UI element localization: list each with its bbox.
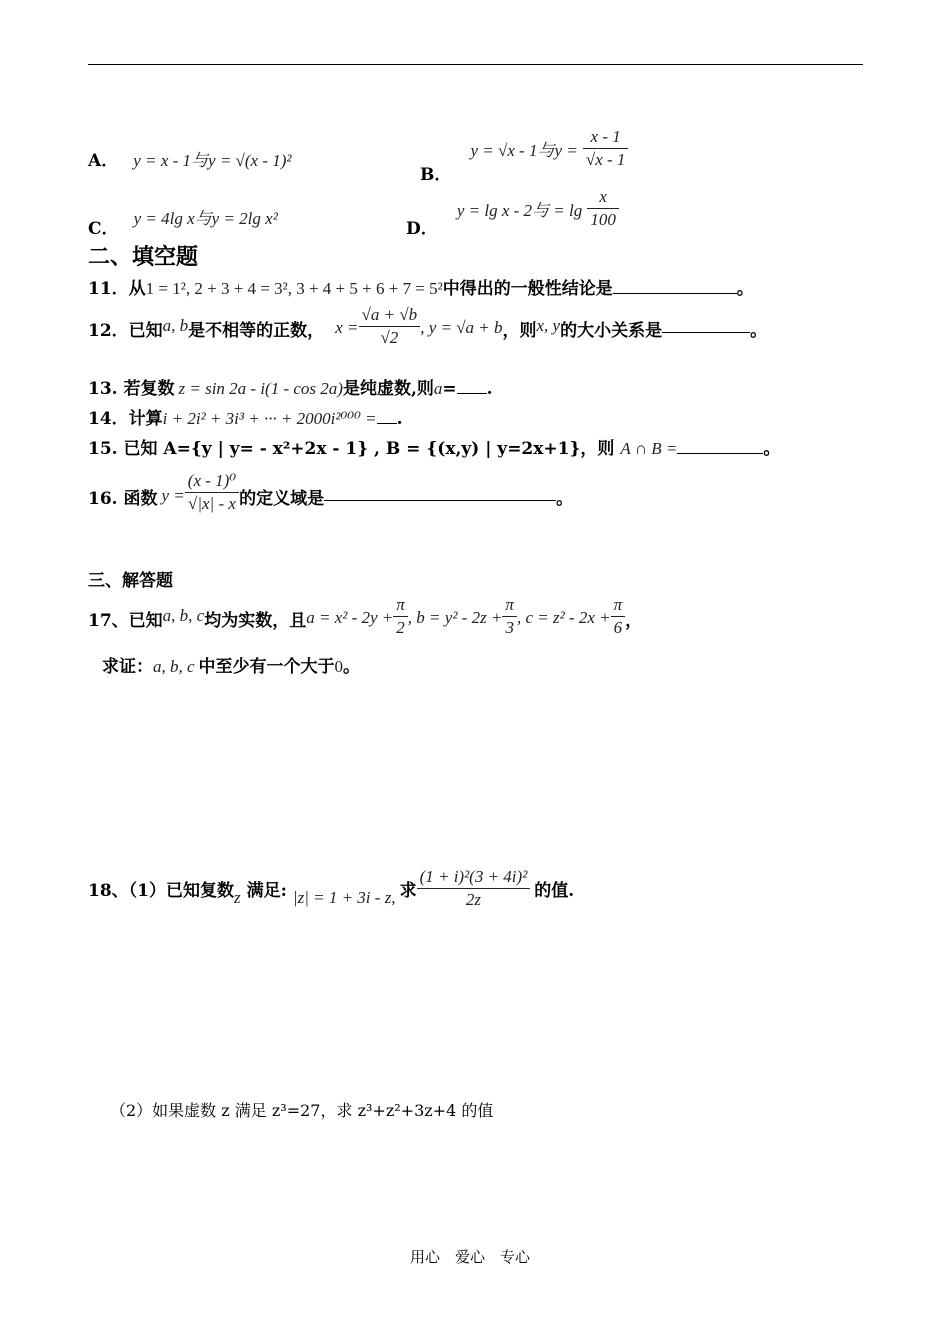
q12-end: 。 xyxy=(750,321,768,341)
q17-prefix: 17、已知 xyxy=(88,611,163,631)
q13-end: . xyxy=(486,379,493,399)
q18-fraction xyxy=(417,866,531,911)
q17-frac-pi-2 xyxy=(393,594,408,639)
q12-answer-blank[interactable] xyxy=(662,318,750,333)
option-d-denominator: 100 xyxy=(590,210,616,229)
q16-numerator: (x - 1)⁰ xyxy=(185,470,239,493)
q12-denominator: √2 xyxy=(380,328,399,347)
q17-text1: 均为实数，且 xyxy=(204,611,307,631)
option-c-expr: y = 4lg x与y = 2lg x² xyxy=(133,209,278,228)
q18-text2: 求 xyxy=(399,881,417,901)
q17-line2 xyxy=(102,652,360,677)
question-17 xyxy=(88,594,642,639)
option-b-expr: y = √x - 1与y = xyxy=(470,141,578,160)
q17-frac-pi-3 xyxy=(502,594,517,639)
q17-pi-3: π xyxy=(611,594,626,617)
option-b-denominator: √x - 1 xyxy=(585,150,626,169)
q12-prefix: 12．已知 xyxy=(88,321,163,341)
q13-answer-blank[interactable] xyxy=(457,379,487,394)
q18-prefix: 18、（1）已知复数 xyxy=(88,881,234,901)
q17-abc: a, b, c xyxy=(162,606,205,625)
q16-answer-blank[interactable] xyxy=(324,486,556,501)
option-c-label: C． xyxy=(88,219,119,239)
option-d xyxy=(406,186,619,239)
q13-eq: = xyxy=(442,379,457,399)
question-12 xyxy=(88,304,767,349)
q15-math: A ∩ B = xyxy=(620,439,678,458)
q13-text: 是纯虚数,则 xyxy=(342,379,434,399)
option-b-fraction xyxy=(583,126,629,171)
question-18 xyxy=(88,866,574,911)
option-a-label: A． xyxy=(88,151,119,171)
q17-zero: 0 xyxy=(334,657,344,676)
page-footer: 用心 爱心 专心 xyxy=(410,1248,531,1266)
q18-numerator: (1 + i)²(3 + 4i)² xyxy=(417,866,531,889)
q16-fraction xyxy=(185,470,239,515)
q12-text1: 是不相等的正数， xyxy=(188,321,325,341)
q13-a: a xyxy=(433,379,443,398)
q17-line2-prefix: 求证： xyxy=(102,657,153,677)
q12-text2: ，则 xyxy=(502,321,537,341)
q17-line2-abc: a, b, c xyxy=(153,657,195,676)
option-b-numerator: x - 1 xyxy=(583,126,629,149)
q14-answer-blank[interactable] xyxy=(377,409,397,424)
question-11 xyxy=(88,274,754,299)
q17-b-part: , b = y² - 2z + xyxy=(407,608,503,627)
option-c xyxy=(88,204,278,239)
question-14 xyxy=(88,404,403,429)
q17-end: ， xyxy=(625,611,643,631)
q12-ab: a, b xyxy=(162,316,189,335)
q11-math: 1 = 1², 2 + 3 + 4 = 3², 3 + 4 + 5 + 6 + 7 = 5² xyxy=(145,279,443,298)
option-a-expr: y = x - 1与y = √(x - 1)² xyxy=(133,151,292,170)
q18-denominator: 2z xyxy=(465,890,481,909)
q18-condition: |z| = 1 + 3i - z, xyxy=(292,888,396,907)
option-b xyxy=(420,126,628,185)
q12-x-eq: x = xyxy=(335,318,359,337)
q12-fraction xyxy=(359,304,421,349)
q14-end: . xyxy=(396,409,403,429)
q17-den-3: 3 xyxy=(505,618,514,637)
question-15 xyxy=(88,434,780,459)
section-fill-in-title: 二、填空题 xyxy=(88,244,199,270)
q12-text3: 的大小关系是 xyxy=(560,321,663,341)
q11-text: 中得出的一般性结论是 xyxy=(442,279,613,299)
q13-math: z = sin 2a - i(1 - cos 2a) xyxy=(178,379,343,398)
q18-part2: （2）如果虚数 z 满足 z³=27，求 z³+z²+3z+4 的值 xyxy=(110,1101,494,1120)
section-solve-title: 三、解答题 xyxy=(88,571,173,591)
q17-den-2: 2 xyxy=(396,618,405,637)
q13-prefix: 13. 若复数 xyxy=(88,379,175,399)
q17-pi-1: π xyxy=(393,594,408,617)
q18-text1: 满足: xyxy=(246,881,287,901)
question-13 xyxy=(88,374,493,399)
q11-end: 。 xyxy=(736,279,754,299)
q17-pi-2: π xyxy=(502,594,517,617)
q16-prefix: 16. 函数 xyxy=(88,489,158,509)
q12-xy: x, y xyxy=(536,316,561,335)
option-d-expr: y = lg x - 2与 = lg xyxy=(456,201,583,220)
q12-numerator: √a + √b xyxy=(359,304,421,327)
q17-den-6: 6 xyxy=(613,618,623,637)
q17-c-part: , c = z² - 2x + xyxy=(516,608,611,627)
q16-denominator: √|x| - x xyxy=(187,494,236,513)
q11-answer-blank[interactable] xyxy=(613,279,737,294)
q17-a-part: a = x² - 2y + xyxy=(306,608,394,627)
q17-line2-end: 。 xyxy=(343,657,361,677)
q17-line2-text: 中至少有一个大于 xyxy=(198,657,335,677)
option-d-numerator: x xyxy=(587,186,619,209)
q16-end: 。 xyxy=(556,489,574,509)
option-b-label: B． xyxy=(420,165,452,185)
q16-y-eq: y = xyxy=(161,486,185,505)
q17-frac-pi-6 xyxy=(611,594,626,639)
q14-math: i + 2i² + 3i³ + ··· + 2000i²⁰⁰⁰ = xyxy=(162,409,377,428)
option-d-label: D． xyxy=(406,219,438,239)
question-16 xyxy=(88,470,573,515)
q18-z: z xyxy=(234,888,241,907)
option-a xyxy=(88,146,292,171)
q15-prefix: 15. 已知 A={y | y= - x²+2x - 1} , B = {(x,y) | y=2x+1}，则 xyxy=(88,439,615,459)
q15-end: 。 xyxy=(763,439,781,459)
q16-text: 的定义域是 xyxy=(239,489,325,509)
option-d-fraction xyxy=(587,186,619,231)
q12-y-eq: , y = √a + b xyxy=(420,318,503,337)
q15-answer-blank[interactable] xyxy=(677,439,763,454)
q14-prefix: 14．计算 xyxy=(88,409,163,429)
q11-prefix: 11．从 xyxy=(88,279,146,299)
q18-end: 的值. xyxy=(534,881,575,901)
header-rule xyxy=(88,64,863,65)
